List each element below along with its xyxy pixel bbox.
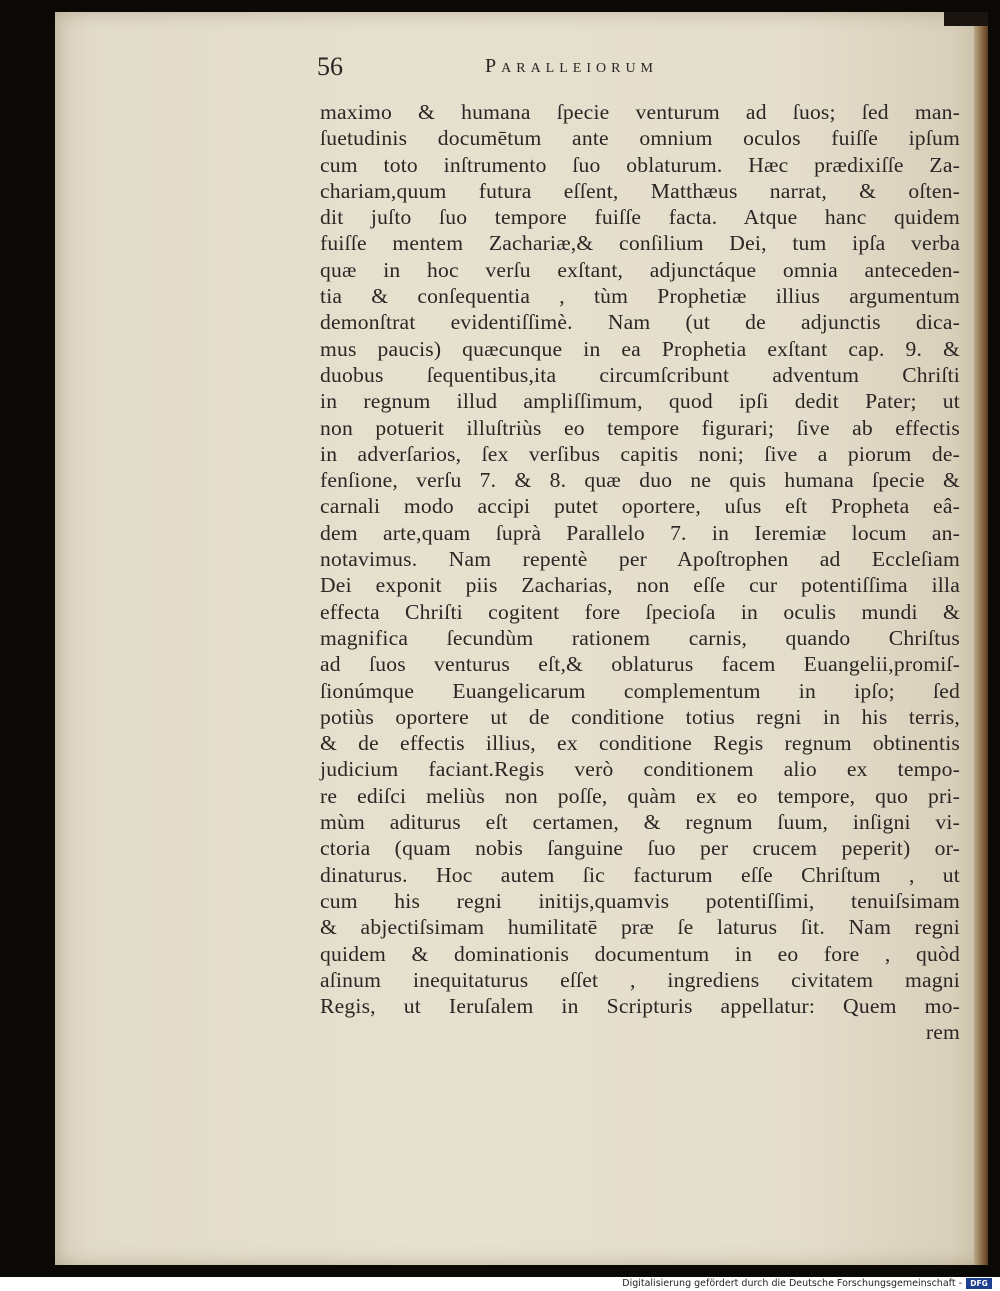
body-text: [320, 99, 960, 1046]
page-edge: [974, 12, 988, 1265]
text-line: ſionúmque Euangelicarum complementum in ipſo; ſed: [320, 678, 960, 703]
text-line: maximo & humana ſpecie venturum ad ſuos; ſed man-: [320, 100, 960, 124]
dfg-logo: DFG: [966, 1278, 992, 1289]
text-line: potiùs oportere ut de conditione totius regni in his terris,: [320, 704, 960, 729]
text-line: dem arte,quam ſuprà Parallelo 7. in Ieremiæ locum an-: [320, 520, 960, 545]
text-line: tia & conſequentia , tùm Prophetiæ illius argumentum: [320, 284, 960, 309]
text-line: & de effectis illius, ex conditione Regis regnum obtinentis: [320, 731, 960, 756]
funding-text: Digitalisierung gefördert durch die Deutsche Forschungsgemeinschaft -: [622, 1278, 962, 1289]
catchword: rem: [925, 1020, 960, 1045]
text-line: fenſione, verſu 7. & 8. quæ duo ne quis humana ſpecie &: [320, 468, 960, 493]
text-line: dinaturus. Hoc autem ſic facturum eſſe Chriſtum , ut: [320, 862, 960, 887]
text-line: quæ in hoc verſu exſtant, adjunctáque omnia anteceden-: [320, 257, 960, 282]
text-line: fuiſſe mentem Zachariæ,& conſilium Dei, tum ipſa verba: [320, 231, 960, 256]
text-line: Regis, ut Ieruſalem in Scripturis appellatur: Quem mo-: [320, 994, 960, 1019]
text-line: in regnum illud ampliſſimum, quod ipſi dedit Pater; ut: [320, 389, 960, 414]
text-line: demonſtrat evidentiſſimè. Nam (ut de adjunctis dica-: [320, 310, 960, 335]
page-corner: [944, 12, 988, 26]
text-line: magnifica ſecundùm rationem carnis, quando Chriſtus: [320, 625, 960, 650]
text-line: carnali modo accipi putet oportere, uſus eſt Propheta eâ-: [320, 494, 960, 519]
text-line: dit juſto ſuo tempore fuiſſe facta. Atque hanc quidem: [320, 205, 960, 230]
text-line: & abjectiſsimam humilitatē præ ſe laturus ſit. Nam regni: [320, 915, 960, 940]
text-line: ctoria (quam nobis ſanguine ſuo per crucem peperit) or-: [320, 836, 960, 861]
text-line: effecta Chriſti cogitent fore ſpecioſa in oculis mundi &: [320, 599, 960, 624]
text-line: cum toto inſtrumento ſuo oblaturum. Hæc prædixiſſe Za-: [320, 152, 960, 177]
text-line: chariam,quum futura eſſent, Matthæus narrat, & oſten-: [320, 178, 960, 203]
text-line: cum his regni initijs,quamvis potentiſſimi, tenuiſsimam: [320, 888, 960, 913]
text-line: Dei exponit piis Zacharias, non eſſe cur potentiſſima illa: [320, 573, 960, 598]
running-head: [317, 52, 917, 92]
text-line: re ediſci meliùs non poſſe, quàm ex eo tempore, quo pri-: [320, 783, 960, 808]
page-heading: Paralleiorum: [485, 55, 659, 77]
page-number: 56: [317, 52, 343, 81]
text-line: ſuetudinis documētum ante omnium oculos fuiſſe ipſum: [320, 126, 960, 151]
text-line: ad ſuos venturus eſt,& oblaturus facem Euangelii,promiſ-: [320, 652, 960, 677]
funding-footer: [0, 1277, 1000, 1291]
text-line: mus paucis) quæcunque in ea Prophetia exſtant cap. 9. &: [320, 336, 960, 361]
text-line: aſinum inequitaturus eſſet , ingrediens civitatem magni: [320, 967, 960, 992]
text-line: in adverſarios, ſex verſibus capitis noni; ſive a piorum de-: [320, 441, 960, 466]
text-line: mùm aditurus eſt certamen, & regnum ſuum, inſigni vi-: [320, 810, 960, 835]
text-line: notavimus. Nam repentè per Apoſtrophen ad Eccleſiam: [320, 547, 960, 572]
text-line: judicium faciant.Regis verò conditionem alio ex tempo-: [320, 757, 960, 782]
text-line: duobus ſequentibus,ita circumſcribunt adventum Chriſti: [320, 362, 960, 387]
text-line: non potuerit illuſtriùs eo tempore figurari; ſive ab effectis: [320, 415, 960, 440]
text-line: quidem & dominationis documentum in eo fore , quòd: [320, 941, 960, 966]
